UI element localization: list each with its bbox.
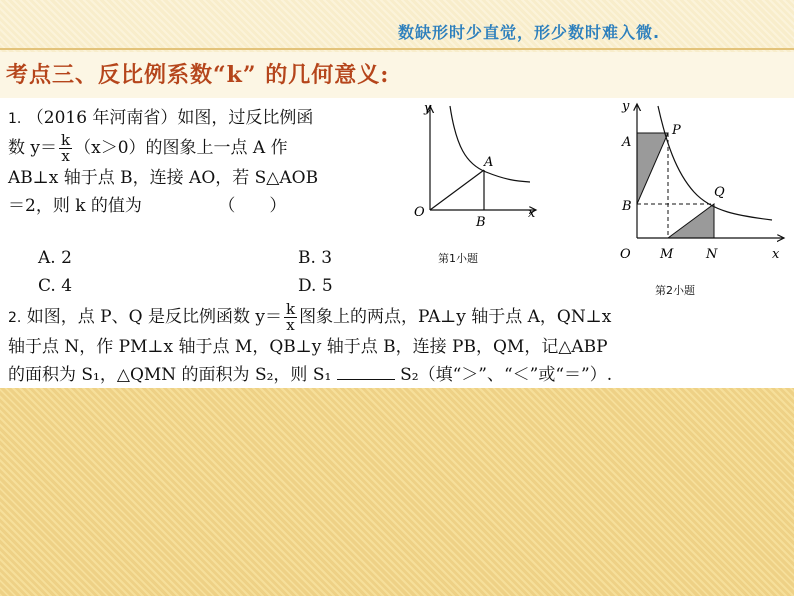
q1-line-1 <box>8 104 404 133</box>
top-band-pattern <box>0 0 794 52</box>
q1-line-2 <box>8 133 404 164</box>
q2-frac-den: x <box>286 316 295 334</box>
fig1-label-o: O <box>414 205 425 220</box>
q1-option-d: D. 5 <box>298 276 333 296</box>
q1-text-2b: （x＞0）的图象上一点 A 作 <box>74 138 288 158</box>
fig2-label-n: N <box>706 247 718 262</box>
fig1-hyperbola <box>450 106 530 182</box>
fig2-label-q: Q <box>714 185 725 200</box>
figure-2-caption: 第2小题 <box>655 284 695 297</box>
fig1-label-x: x <box>528 206 536 221</box>
fig2-label-o: O <box>620 247 631 262</box>
q2-line-1 <box>8 302 790 333</box>
q2-text-1b: 图象上的两点，PA⊥y 轴于点 A，QN⊥x <box>299 307 612 327</box>
fig2-triangle-qmn <box>668 204 714 238</box>
fig2-triangle-abp <box>637 133 668 204</box>
q1-text-2a: 数 y＝ <box>8 138 58 158</box>
q2-fraction <box>284 302 297 333</box>
fig2-label-p: P <box>672 123 681 138</box>
fig2-label-b: B <box>622 199 632 214</box>
q1-option-c: C. 4 <box>38 276 73 296</box>
q1-frac-num: k <box>61 131 71 149</box>
q2-line-2: 轴于点 N，作 PM⊥x 轴于点 M，QB⊥y 轴于点 B，连接 PB，QM，记△ABP <box>8 337 608 357</box>
q2-text-1a: 如图，点 P、Q 是反比例函数 y＝ <box>26 307 282 327</box>
question-1 <box>8 104 404 220</box>
figure-1-caption: 第1小题 <box>438 252 478 265</box>
fig2-label-y: y <box>622 99 630 114</box>
figure-1-graph <box>404 98 544 248</box>
q1-option-b: B. 3 <box>298 248 333 268</box>
q1-frac-den: x <box>61 147 70 165</box>
fig1-label-y: y <box>424 101 432 116</box>
header-divider <box>0 48 794 50</box>
fig1-label-b: B <box>476 215 486 230</box>
q1-text-1: （2016 年河南省）如图，过反比例函 <box>26 108 314 128</box>
motto-text: 数缺形时少直觉，形少数时难入微. <box>398 23 661 42</box>
q1-fraction <box>59 133 72 164</box>
q1-option-a: A. 2 <box>38 248 72 268</box>
q1-line-4: ＝2，则 k 的值为 （ ） <box>8 196 287 216</box>
fig1-segment-oa <box>430 170 484 210</box>
fig2-label-x: x <box>772 247 780 262</box>
q2-line-3 <box>8 361 790 389</box>
question-2 <box>8 302 790 389</box>
q2-frac-num: k <box>285 300 296 318</box>
fig2-label-m: M <box>660 247 674 262</box>
q1-line-3: AB⊥x 轴于点 B，连接 AO，若 S△AOB <box>8 168 319 188</box>
q2-number: 2. <box>8 310 22 326</box>
q2-text-3b: S₂（填“＞”、“＜”或“＝”）. <box>400 365 613 385</box>
fig1-label-a: A <box>484 155 494 170</box>
section-heading: 考点三、反比例系数“k” 的几何意义: <box>6 62 390 88</box>
figure-2-graph <box>614 98 790 268</box>
q1-number: 1. <box>8 111 22 127</box>
answer-blank[interactable] <box>337 363 395 380</box>
fig2-label-a: A <box>622 135 632 150</box>
q2-text-3a: 的面积为 S₁，△QMN 的面积为 S₂，则 S₁ <box>8 365 332 385</box>
